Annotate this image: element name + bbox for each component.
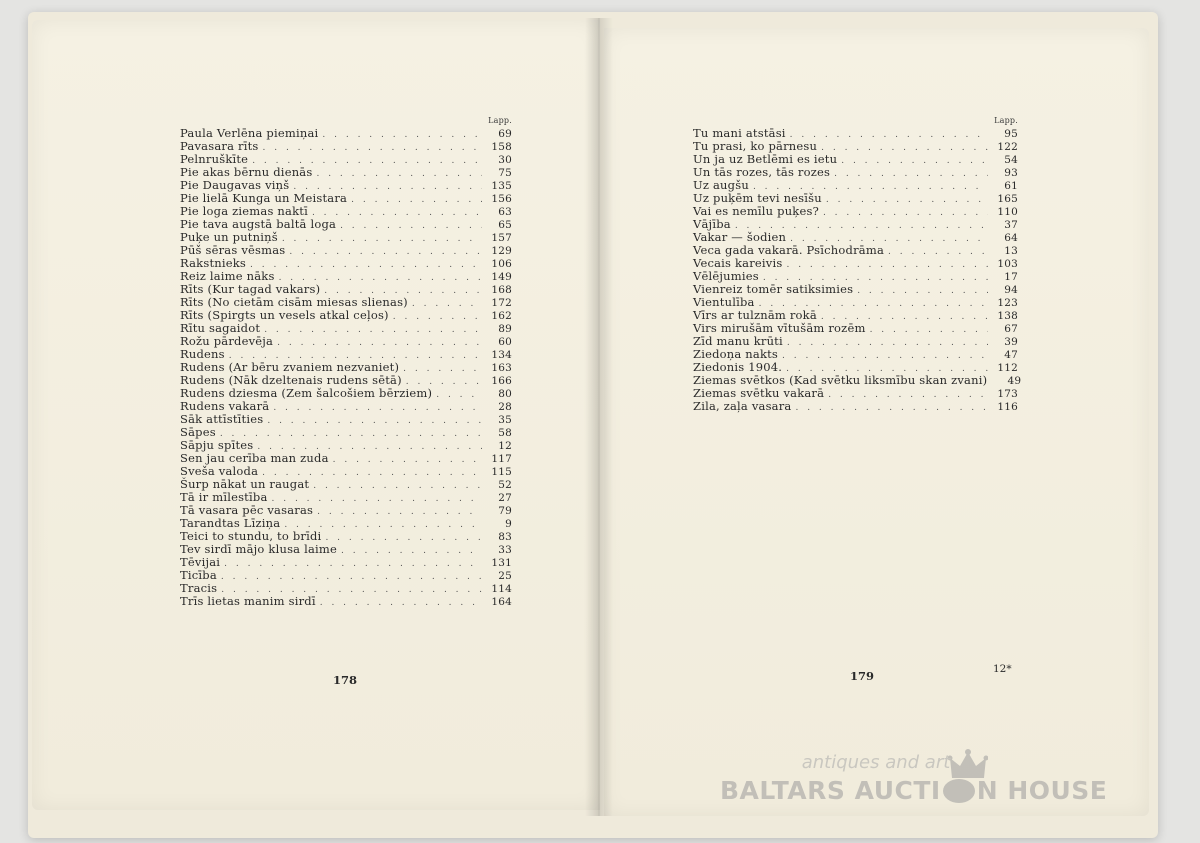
- index-entry: [693, 205, 1018, 218]
- watermark-name: [720, 776, 1120, 805]
- entry-page: 114: [491, 583, 512, 595]
- index-entry: [180, 595, 512, 608]
- entry-title: Rīts (Spirgts un vesels atkal ceļos): [180, 308, 389, 322]
- entry-title: Sāpes: [180, 425, 216, 439]
- entry-title: Ziedoņa nakts: [693, 347, 779, 361]
- entry-page: 165: [997, 193, 1018, 205]
- entry-page: 61: [1004, 180, 1018, 192]
- entry-page: 69: [498, 128, 512, 140]
- entry-title: Zila, zaļa vasara: [693, 399, 792, 413]
- dot-leader: [317, 506, 482, 519]
- entry-title: Rakstnieks: [180, 256, 247, 270]
- entry-page: 106: [491, 258, 512, 270]
- entry-title: Pie akas bērnu dienās: [180, 165, 313, 179]
- entry-page: 122: [997, 141, 1018, 153]
- dot-leader: [250, 259, 482, 272]
- entry-page: 162: [491, 310, 512, 322]
- right-page-number: 179: [850, 669, 875, 683]
- watermark-name-part2: N HOUSE: [976, 776, 1108, 805]
- dot-leader: [828, 389, 988, 402]
- entry-page: 95: [1004, 128, 1018, 140]
- dot-leader: [870, 324, 988, 337]
- entry-page: 67: [1004, 323, 1018, 335]
- left-page-number: 178: [333, 673, 358, 687]
- entry-title: Rīts (No cietām cisām miesas slienas): [180, 295, 408, 309]
- dot-leader: [264, 324, 482, 337]
- entry-title: Tev sirdī mājo klusa laime: [180, 542, 338, 556]
- entry-page: 27: [498, 492, 512, 504]
- entry-page: 79: [498, 505, 512, 517]
- entry-page: 173: [997, 388, 1018, 400]
- entry-title: Rītu sagaidot: [180, 321, 261, 335]
- entry-title: Tu prasi, ko pārnesu: [693, 139, 818, 153]
- entry-title: Pavasara rīts: [180, 139, 259, 153]
- dot-leader: [313, 480, 482, 493]
- entry-title: Puķe un putniņš: [180, 230, 278, 244]
- entry-page: 156: [491, 193, 512, 205]
- entry-title: Sāk attīstīties: [180, 412, 264, 426]
- left-index-list: [180, 127, 512, 608]
- entry-title: Un tās rozes, tās rozes: [693, 165, 831, 179]
- entry-title: Tarandtas Līziņa: [180, 516, 281, 530]
- entry-title: Uz puķēm tevi nesīšu: [693, 191, 822, 205]
- index-entry: [180, 556, 512, 569]
- entry-page: 112: [997, 362, 1018, 374]
- auction-watermark: [720, 748, 1120, 818]
- entry-title: Pie tava augstā baltā loga: [180, 217, 337, 231]
- entry-title: Rožu pārdevēja: [180, 334, 274, 348]
- entry-title: Tēvijai: [180, 555, 221, 569]
- dot-leader: [316, 168, 482, 181]
- entry-title: Rudens vakarā: [180, 399, 270, 413]
- entry-title: Pūš sēras vēsmas: [180, 243, 286, 257]
- dot-leader: [782, 350, 988, 363]
- dot-leader: [220, 428, 482, 441]
- entry-title: Trīs lietas manim sirdī: [180, 594, 316, 608]
- entry-page: 93: [1004, 167, 1018, 179]
- entry-page: 158: [491, 141, 512, 153]
- entry-title: Rudens dziesma (Zem šalcošiem bērziem): [180, 386, 433, 400]
- entry-title: Pie Daugavas viņš: [180, 178, 290, 192]
- entry-page: 64: [1004, 232, 1018, 244]
- dot-leader: [320, 597, 482, 610]
- entry-title: Pelnruškīte: [180, 152, 249, 166]
- dot-leader: [341, 545, 482, 558]
- entry-page: 75: [498, 167, 512, 179]
- dot-leader: [786, 259, 988, 272]
- entry-title: Šurp nākat un raugat: [180, 477, 310, 491]
- entry-title: Sāpju spītes: [180, 438, 254, 452]
- entry-page: 172: [491, 297, 512, 309]
- dot-leader: [263, 142, 483, 155]
- entry-title: Ziemas svētku vakarā: [693, 386, 825, 400]
- entry-title: Vecais kareivis: [693, 256, 783, 270]
- watermark-o-dots: [941, 777, 977, 803]
- entry-page: 17: [1004, 271, 1018, 283]
- entry-title: Vienreiz tomēr satiksimies: [693, 282, 854, 296]
- entry-title: Rudens (Nāk dzeltenais rudens sētā): [180, 373, 402, 387]
- entry-title: Paula Verlēna piemiņai: [180, 126, 319, 140]
- entry-title: Vai es nemīlu puķes?: [693, 204, 819, 218]
- entry-page: 129: [491, 245, 512, 257]
- dot-leader: [795, 402, 988, 415]
- entry-page: 47: [1004, 349, 1018, 361]
- entry-page: 123: [997, 297, 1018, 309]
- entry-page: 166: [491, 375, 512, 387]
- entry-page: 60: [498, 336, 512, 348]
- entry-page: 58: [498, 427, 512, 439]
- watermark-name-part1: BALTARS AUCTI: [720, 776, 941, 805]
- dot-leader: [340, 220, 482, 233]
- entry-page: 110: [997, 206, 1018, 218]
- dot-leader: [412, 298, 482, 311]
- book-gutter: [585, 18, 613, 816]
- entry-page: 52: [498, 479, 512, 491]
- entry-page: 163: [491, 362, 512, 374]
- index-entry: [180, 543, 512, 556]
- entry-title: Teici to stundu, to brīdi: [180, 529, 322, 543]
- left-index-column: [180, 114, 512, 608]
- dot-leader: [790, 129, 988, 142]
- dot-leader: [289, 246, 482, 259]
- entry-page: 131: [491, 557, 512, 569]
- entry-title: Uz augšu: [693, 178, 749, 192]
- entry-page: 39: [1004, 336, 1018, 348]
- entry-page: 103: [997, 258, 1018, 270]
- entry-title: Reiz laime nāks: [180, 269, 275, 283]
- signature-mark: 12*: [993, 663, 1012, 675]
- entry-title: Ticība: [180, 568, 217, 582]
- entry-page: 135: [491, 180, 512, 192]
- entry-page: 49: [1007, 375, 1022, 387]
- entry-page: 9: [505, 518, 512, 530]
- dot-leader: [221, 571, 482, 584]
- entry-page: 149: [491, 271, 512, 283]
- entry-page: 65: [498, 219, 512, 231]
- entry-title: Ziedonis 1904.: [693, 360, 783, 374]
- right-index-list: [693, 126, 1022, 413]
- dot-leader: [312, 207, 482, 220]
- right-lapp-header: Lapp.: [994, 116, 1018, 125]
- entry-page: 33: [498, 544, 512, 556]
- entry-title: Veca gada vakarā. Psīchodrāma: [693, 243, 884, 257]
- entry-title: Zīd manu krūti: [693, 334, 783, 348]
- entry-page: 13: [1004, 245, 1018, 257]
- left-lapp-header: Lapp.: [488, 116, 512, 125]
- entry-title: Virs mirušām vītušām rozēm: [693, 321, 866, 335]
- entry-page: 89: [498, 323, 512, 335]
- entry-page: 157: [491, 232, 512, 244]
- entry-page: 25: [498, 570, 512, 582]
- entry-title: Rudens (Ar bēru zvaniem nezvaniet): [180, 360, 400, 374]
- entry-title: Un ja uz Betlēmi es ietu: [693, 152, 838, 166]
- entry-page: 28: [498, 401, 512, 413]
- dot-leader: [436, 389, 482, 402]
- entry-page: 35: [498, 414, 512, 426]
- entry-title: Sveša valoda: [180, 464, 259, 478]
- dot-leader: [282, 233, 482, 246]
- dot-leader: [787, 337, 988, 350]
- dot-leader: [821, 142, 988, 155]
- dot-leader: [857, 285, 988, 298]
- entry-title: Rīts (Kur tagad vakars): [180, 282, 321, 296]
- dot-leader: [351, 194, 482, 207]
- entry-title: Vakar — šodien: [693, 230, 787, 244]
- dot-leader: [325, 532, 482, 545]
- entry-title: Vēlējumies: [693, 269, 759, 283]
- entry-title: Pie lielā Kunga un Meistara: [180, 191, 348, 205]
- entry-title: Pie loga ziemas naktī: [180, 204, 308, 218]
- entry-title: Tā ir mīlestība: [180, 490, 268, 504]
- entry-title: Vientulība: [693, 295, 755, 309]
- entry-page: 134: [491, 349, 512, 361]
- entry-page: 138: [997, 310, 1018, 322]
- dot-leader: [273, 402, 482, 415]
- right-index-column: [693, 114, 1022, 413]
- entry-title: Ziemas svētkos (Kad svētku liksmību skan zvani): [693, 373, 988, 387]
- entry-title: Tracis: [180, 581, 218, 595]
- dot-leader: [224, 558, 482, 571]
- entry-title: Tā vasara pēc vasaras: [180, 503, 314, 517]
- entry-page: 168: [491, 284, 512, 296]
- index-entry: [180, 413, 512, 426]
- entry-page: 115: [491, 466, 512, 478]
- dot-leader: [322, 129, 482, 142]
- dot-leader: [393, 311, 482, 324]
- dot-leader: [823, 207, 988, 220]
- index-entry: [180, 569, 512, 582]
- entry-page: 116: [997, 401, 1018, 413]
- entry-title: Vājība: [693, 217, 731, 231]
- dot-leader: [888, 246, 988, 259]
- dot-leader: [834, 168, 988, 181]
- dot-leader: [841, 155, 988, 168]
- entry-title: Tu mani atstāsi: [693, 126, 786, 140]
- index-entry: [180, 335, 512, 348]
- entry-page: 164: [491, 596, 512, 608]
- entry-page: 80: [498, 388, 512, 400]
- entry-page: 63: [498, 206, 512, 218]
- dot-leader: [277, 337, 482, 350]
- entry-page: 83: [498, 531, 512, 543]
- dot-leader: [403, 363, 482, 376]
- entry-page: 54: [1004, 154, 1018, 166]
- entry-page: 117: [491, 453, 512, 465]
- dot-leader: [267, 415, 482, 428]
- entry-page: 12: [498, 440, 512, 452]
- entry-title: Sen jau cerība man zuda: [180, 451, 329, 465]
- entry-title: Rudens: [180, 347, 225, 361]
- entry-page: 37: [1004, 219, 1018, 231]
- entry-page: 30: [498, 154, 512, 166]
- entry-page: 94: [1004, 284, 1018, 296]
- dot-leader: [333, 454, 482, 467]
- entry-title: Vīrs ar tulznām rokā: [693, 308, 817, 322]
- dot-leader: [826, 194, 988, 207]
- watermark-tagline: antiques and art: [801, 752, 951, 773]
- index-entry: [693, 400, 1018, 413]
